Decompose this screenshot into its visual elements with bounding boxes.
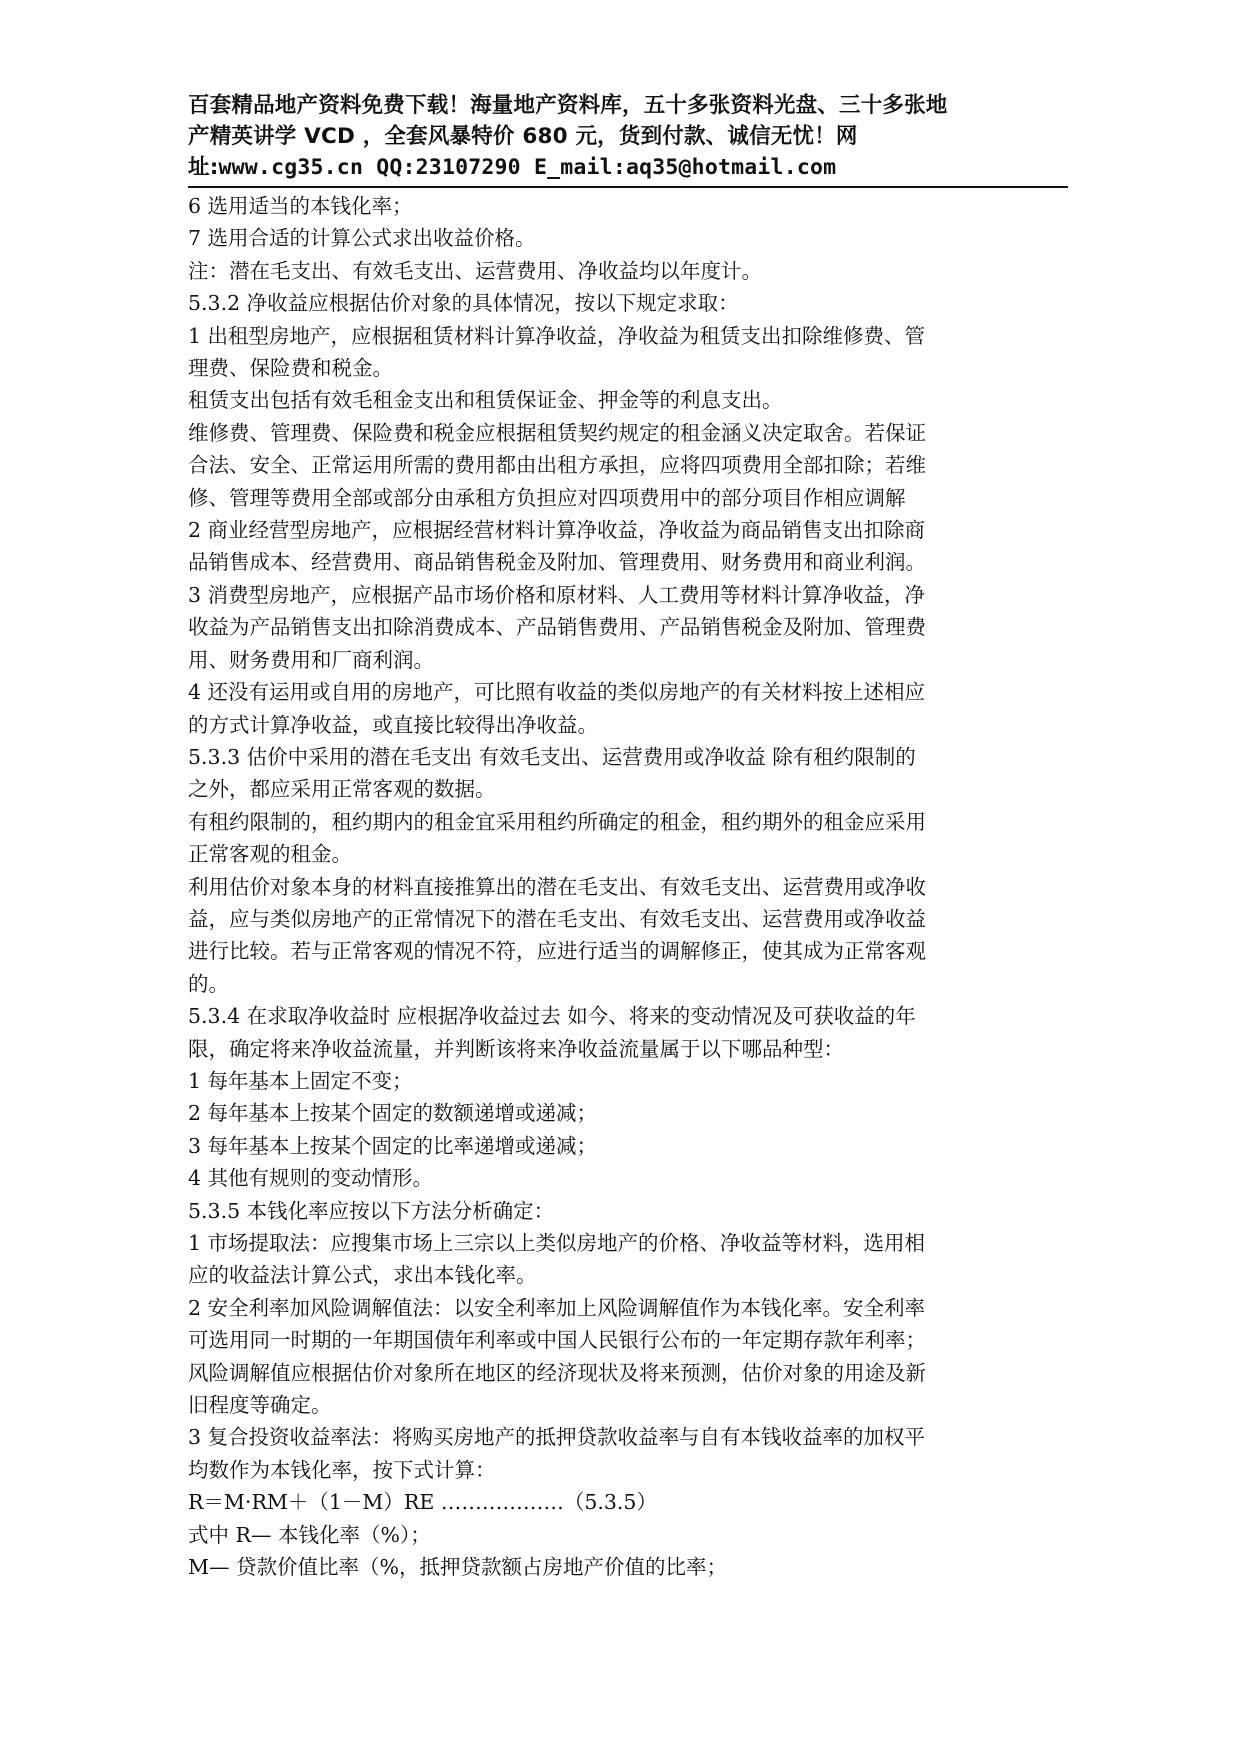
body-line: 3 消费型房地产，应根据产品市场价格和原材料、人工费用等材料计算净收益，净 [188,582,926,607]
header-line-2: 产精英讲学 VCD ，全套风暴特价 680 元，货到付款、诚信无忧！网 [188,124,858,149]
body-line: 5.3.5 本钱化率应按以下方法分析确定： [188,1198,555,1223]
body-line: 品销售成本、经营费用、商品销售税金及附加、管理费用、财务费用和商业利润。 [188,550,926,575]
body-line: 合法、安全、正常运用所需的费用都由出租方承担，应将四项费用全部扣除；若维 [188,453,926,478]
body-line: 理费、保险费和税金。 [188,356,393,381]
body-line: 应的收益法计算公式，求出本钱化率。 [188,1263,537,1288]
body-line: 2 每年基本上按某个固定的数额递增或递减； [188,1101,598,1126]
body-line: 2 安全利率加风险调解值法：以安全利率加上风险调解值作为本钱化率。安全利率 [188,1295,926,1320]
header-url-label: 址: [188,155,219,180]
body-line: 租赁支出包括有效毛租金支出和租赁保证金、押金等的利息支出。 [188,388,783,413]
body-line: R＝M·RM＋（1－M）RE ………………（5.3.5） [188,1490,657,1515]
body-line: 收益为产品销售支出扣除消费成本、产品销售费用、产品销售税金及附加、管理费 [188,615,926,640]
body-line: 均数作为本钱化率，按下式计算： [188,1457,496,1482]
body-line: 有租约限制的，租约期内的租金宜采用租约所确定的租金，租约期外的租金应采用 [188,809,926,834]
document-page [188,90,1068,1583]
body-line: 4 还没有运用或自用的房地产，可比照有收益的类似房地产的有关材料按上述相应 [188,680,926,705]
body-line: 1 每年基本上固定不变； [188,1068,413,1093]
body-line: 旧程度等确定。 [188,1393,332,1418]
header-line-1: 百套精品地产资料免费下载！海量地产资料库，五十多张资料光盘、三十多张地 [188,93,948,118]
document-body [188,190,1068,1583]
body-line: 用、财务费用和厂商利润。 [188,647,434,672]
header-line-3 [188,152,1068,183]
body-line: 3 每年基本上按某个固定的比率递增或递减； [188,1133,598,1158]
body-line: 之外，都应采用正常客观的数据。 [188,777,496,802]
body-line: 修、管理等费用全部或部分由承租方负担应对四项费用中的部分项目作相应调解 [188,485,906,510]
body-line: 限，确定将来净收益流量，并判断该将来净收益流量属于以下哪品种型： [188,1036,844,1061]
body-line: 利用估价对象本身的材料直接推算出的潜在毛支出、有效毛支出、运营费用或净收 [188,874,926,899]
body-line: 1 市场提取法：应搜集市场上三宗以上类似房地产的价格、净收益等材料，选用相 [188,1231,926,1255]
body-line: 的方式计算净收益，或直接比较得出净收益。 [188,712,598,737]
body-line: 的。 [188,971,229,996]
body-line: 6 选用适当的本钱化率； [188,194,413,218]
ad-header [188,90,1068,183]
body-line: 1 出租型房地产，应根据租赁材料计算净收益，净收益为租赁支出扣除维修费、管 [188,323,926,348]
header-divider [188,186,1068,188]
body-line: 2 商业经营型房地产，应根据经营材料计算净收益，净收益为商品销售支出扣除商 [188,518,926,543]
body-line: 4 其他有规则的变动情形。 [188,1166,434,1191]
body-line: 进行比较。若与正常客观的情况不符，应进行适当的调解修正，使其成为正常客观 [188,939,926,964]
body-line: 5.3.4 在求取净收益时 应根据净收益过去 如今、将来的变动情况及可获收益的年 [188,1004,916,1029]
body-line: 可选用同一时期的一年期国债年利率或中国人民银行公布的一年定期存款年利率； [188,1328,926,1353]
body-line: 7 选用合适的计算公式求出收益价格。 [188,226,536,251]
body-line: 益，应与类似房地产的正常情况下的潜在毛支出、有效毛支出、运营费用或净收益 [188,906,926,931]
body-line: 注：潜在毛支出、有效毛支出、运营费用、净收益均以年度计。 [188,258,762,283]
body-line: 式中 R— 本钱化率（%）； [188,1522,431,1547]
body-line: M— 贷款价值比率（%，抵押贷款额占房地产价值的比率； [188,1555,727,1580]
header-contact-info: www.cg35.cn QQ:23107290 E_mail:aq35@hotmail.com [218,155,837,180]
body-line: 正常客观的租金。 [188,842,352,867]
body-line: 5.3.2 净收益应根据估价对象的具体情况，按以下规定求取： [188,291,739,316]
body-line: 风险调解值应根据估价对象所在地区的经济现状及将来预测，估价对象的用途及新 [188,1360,926,1385]
body-line: 3 复合投资收益率法：将购买房地产的抵押贷款收益率与自有本钱收益率的加权平 [188,1425,926,1450]
body-line: 5.3.3 估价中采用的潜在毛支出 有效毛支出、运营费用或净收益 除有租约限制的 [188,744,916,769]
body-line: 维修费、管理费、保险费和税金应根据租赁契约规定的租金涵义决定取舍。若保证 [188,420,926,445]
